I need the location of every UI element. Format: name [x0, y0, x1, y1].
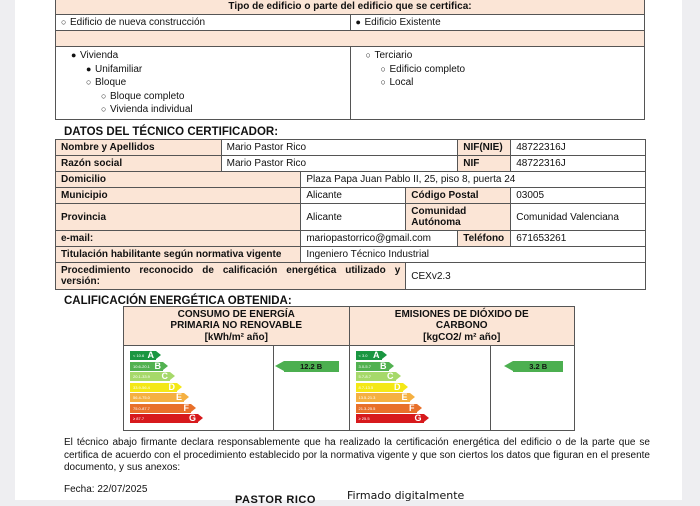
value-titulacion: Ingeniero Técnico Industrial [301, 247, 646, 263]
radio-empty-icon: ○ [380, 63, 386, 74]
list-item-terciario: ○ Terciario [365, 50, 413, 61]
residential-list [56, 47, 351, 120]
scale-bar-b [130, 362, 163, 371]
scale-letter: C [387, 371, 394, 381]
value-comunidad-autonoma: Comunidad Valenciana [511, 204, 646, 231]
scale-bar-c [356, 372, 396, 381]
scale-letter: F [409, 402, 415, 413]
spacer-row [56, 31, 645, 47]
rating-section-title: CALIFICACIÓN ENERGÉTICA OBTENIDA: [64, 295, 292, 307]
digital-signature-text: Firmado digitalmente [347, 489, 465, 502]
value-domicilio: Plaza Papa Juan Pablo II, 25, piso 8, puerta 24 [301, 172, 646, 188]
scale-range: 8.7-13.5 [358, 384, 374, 390]
label-nif: NIF [458, 156, 511, 172]
scale-letter: A [373, 350, 380, 360]
list-item-vivienda: ● Vivienda [71, 50, 119, 61]
tertiary-list [350, 47, 645, 120]
certificate-page [15, 0, 682, 506]
list-item-local: ○ Local [380, 77, 414, 88]
radio-filled-icon: ● [86, 63, 92, 74]
scale-letter: G [414, 413, 422, 423]
radio-filled-icon: ● [71, 50, 77, 60]
label-provincia: Provincia [56, 204, 301, 231]
value-nif-nie: 48722316J [511, 140, 646, 156]
scale-letter: B [154, 360, 161, 371]
value-municipio: Alicante [301, 188, 406, 204]
radio-empty-icon: ○ [86, 77, 92, 87]
scale-letter: D [394, 381, 401, 392]
scale-range: 10.6-20.1 [133, 363, 150, 369]
label-razon-social: Razón social [56, 156, 222, 172]
label-comunidad-autonoma: Comunidad Autónoma [406, 204, 511, 231]
energy-rating-table [123, 306, 575, 431]
value-provincia: Alicante [301, 204, 406, 231]
scale-range: 75.0-87.7 [133, 405, 150, 411]
value-email: mariopastorrico@gmail.com [301, 231, 458, 247]
label-procedimiento: Procedimiento reconocido de calificación energética utilizado y versión: [56, 263, 406, 290]
list-item-unifamiliar: ● Unifamiliar [86, 63, 143, 75]
list-item-bloque-completo: ○ Bloque completo [101, 90, 185, 102]
scale-letter: E [175, 392, 182, 402]
technician-table [55, 139, 646, 290]
energy-consumption-header: CONSUMO DE ENERGÍA PRIMARIA NO RENOVABLE [kWh/m² año] [124, 307, 350, 346]
list-item-edificio-completo: ○ Edificio completo [380, 63, 466, 75]
scale-letter: C [161, 371, 168, 381]
label-domicilio: Domicilio [56, 172, 301, 188]
scale-letter: E [401, 392, 408, 402]
scale-range: 20.1-33.9 [133, 374, 150, 379]
scale-range: 3.0-5.7 [358, 363, 371, 369]
list-item-vivienda-individual: ○ Vivienda individual [101, 104, 193, 115]
declaration-text: El técnico abajo firmante declara responsablemente que ha realizado la certificación energética del edificio o de la parte que se certifica de acuerdo con el procedimiento establecido por la normativa vigente y que son ciertos los datos que figuran en el presente documento, y sus anexos: [64, 437, 650, 473]
scale-range: 56.4-75.0 [133, 395, 150, 400]
scale-bar-c [130, 372, 170, 381]
co2-value-cell [491, 346, 575, 431]
label-email: e-mail: [56, 231, 301, 247]
scale-range: ≥ 25.5 [358, 416, 370, 421]
scale-bar-g [130, 414, 198, 423]
scale-range: 33.9-56.4 [133, 384, 150, 390]
co2-scale [349, 346, 491, 431]
scale-range: 13.5-21.3 [358, 395, 376, 400]
scale-range: < 10.6 [133, 353, 145, 358]
radio-empty-icon: ○ [101, 90, 107, 101]
value-nombre: Mario Pastor Rico [221, 140, 458, 156]
scale-range: 5.7-8.7 [358, 374, 371, 379]
technician-section-title: DATOS DEL TÉCNICO CERTIFICADOR: [64, 126, 279, 138]
energy-value-cell [273, 346, 349, 431]
label-municipio: Municipio [56, 188, 301, 204]
value-razon-social: Mario Pastor Rico [221, 156, 458, 172]
value-telefono: 671653261 [511, 231, 646, 247]
date-text: Fecha: 22/07/2025 [64, 484, 148, 495]
label-nombre: Nombre y Apellidos [56, 140, 222, 156]
radio-empty-icon: ○ [101, 104, 107, 114]
scale-bar-f [356, 404, 417, 413]
radio-empty-icon: ○ [61, 17, 67, 27]
energy-scale [124, 346, 274, 431]
scale-range: 21.3-25.5 [358, 405, 376, 411]
scale-range: ≥ 87.7 [133, 416, 145, 421]
option-existing-building: ● Edificio Existente [350, 15, 645, 31]
scale-bar-g [356, 414, 424, 423]
building-type-table [55, 0, 645, 120]
energy-rating-indicator: 12.2 B [284, 361, 339, 372]
value-codigo-postal: 03005 [511, 188, 646, 204]
scale-letter: D [168, 381, 175, 392]
scale-letter: G [188, 413, 196, 423]
radio-empty-icon: ○ [365, 50, 371, 60]
co2-rating-indicator: 3.2 B [513, 361, 563, 372]
label-codigo-postal: Código Postal [406, 188, 511, 204]
scale-letter: B [380, 360, 387, 371]
scale-bar-a [130, 351, 156, 360]
value-nif: 48722316J [511, 156, 646, 172]
building-type-header: Tipo de edificio o parte del edificio que se certifica: [56, 0, 645, 15]
scale-bar-e [356, 393, 410, 402]
radio-filled-icon: ● [355, 17, 361, 27]
label-titulacion: Titulación habilitante según normativa vigente [56, 247, 301, 263]
co2-emissions-header: EMISIONES DE DIÓXIDO DE CARBONO [kgCO2/ m² año] [349, 307, 575, 346]
scale-range: < 3.0 [358, 353, 368, 358]
label-telefono: Teléfono [458, 231, 511, 247]
scale-bar-d [130, 383, 177, 392]
scale-bar-f [130, 404, 191, 413]
scale-letter: F [183, 402, 189, 413]
label-nif-nie: NIF(NIE) [458, 140, 511, 156]
scale-bar-e [130, 393, 184, 402]
signature-name: PASTOR RICO [235, 494, 316, 506]
scale-letter: A [147, 350, 154, 360]
scale-bar-d [356, 383, 403, 392]
radio-empty-icon: ○ [380, 77, 386, 87]
option-new-building: ○ Edificio de nueva construcción [56, 15, 351, 31]
value-procedimiento: CEXv2.3 [406, 263, 646, 290]
scale-bar-a [356, 351, 382, 360]
list-item-bloque: ○ Bloque [86, 77, 127, 88]
scale-bar-b [356, 362, 389, 371]
